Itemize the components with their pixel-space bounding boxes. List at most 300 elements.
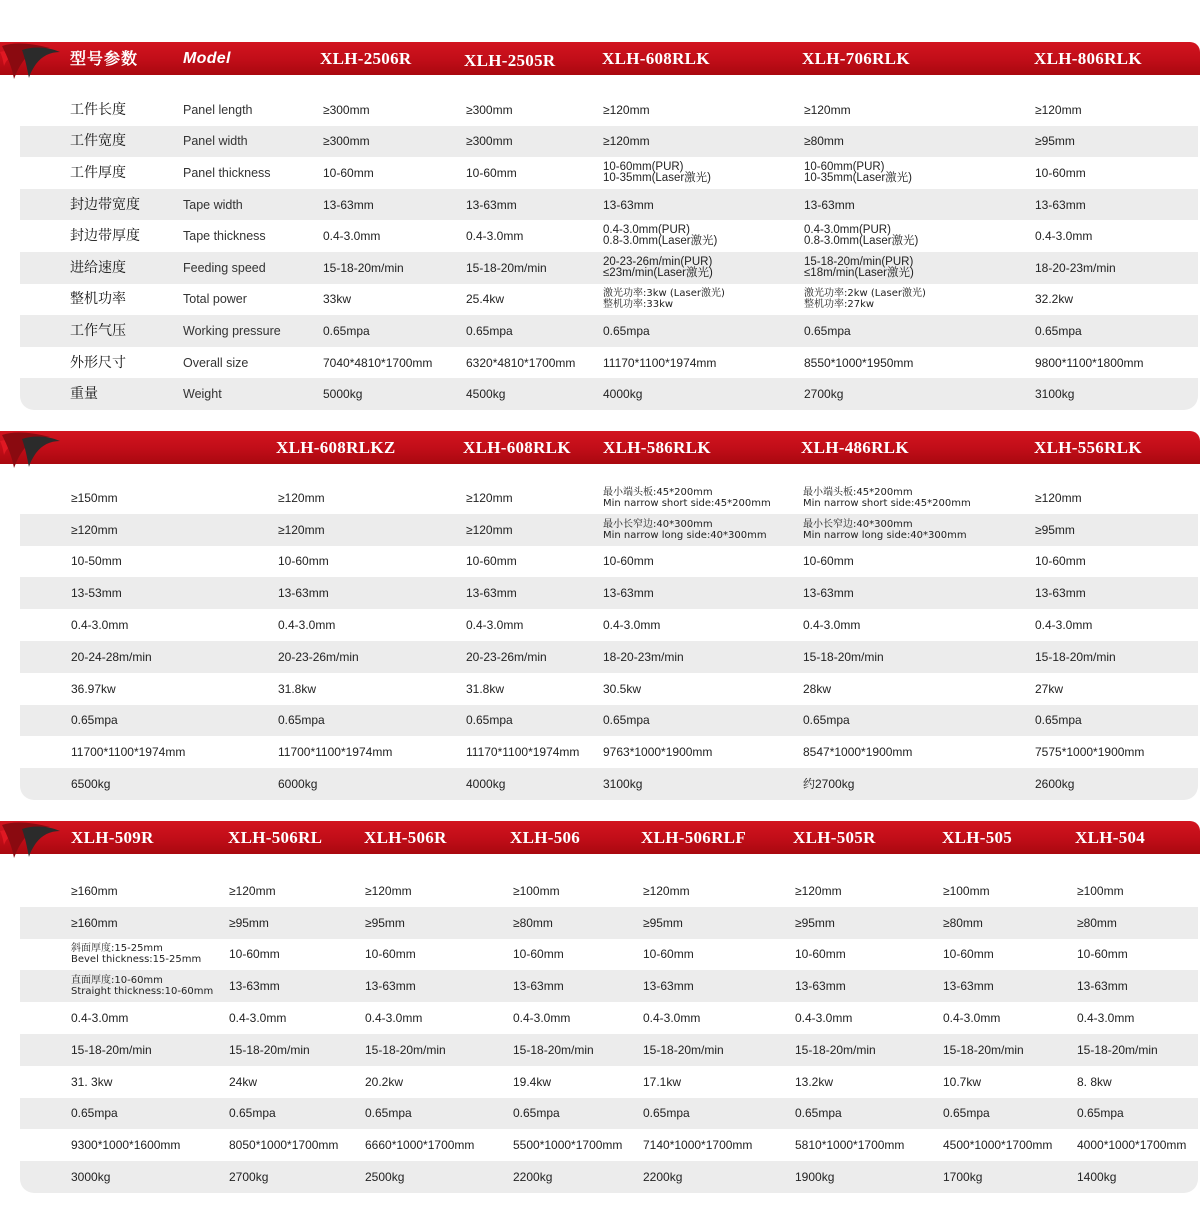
model-header: XLH-504 [1075,828,1146,847]
spec-value [229,907,269,939]
label-text: Tape width [183,197,243,212]
spec-value [1035,94,1082,126]
spec-value [803,705,850,737]
table-row [20,1066,1198,1098]
spec-value [603,641,684,673]
param-label-cn [70,157,126,189]
cell-text: ≥120mm [365,883,412,898]
spec-value [643,1034,724,1066]
spec-value [71,1129,180,1161]
spec-value [365,970,416,1002]
param-label-cn [70,252,126,284]
spec-value [466,315,513,347]
cell-text: 7575*1000*1900mm [1035,745,1145,760]
table-row [20,94,1198,126]
cell-text: ≥120mm [603,102,650,117]
cell-text: 15-18-20m/min [323,260,404,275]
spec-value [643,1066,681,1098]
cell-text: 31. 3kw [71,1074,113,1089]
cell-text: 15-18-20m/min [365,1042,446,1057]
cell-text: 1400kg [1077,1170,1117,1185]
cell-text: 0.4-3.0mm [466,229,524,244]
cell-text: 15-18-20m/min(PUR) [804,255,914,268]
cell-text: 4000*1000*1700mm [1077,1138,1187,1153]
spec-value [365,875,412,907]
spec-value [323,347,432,379]
cell-text: 直面厚度:10-60mm [71,975,163,987]
cell-text: ≥150mm [71,490,118,505]
spec-value [513,1066,551,1098]
cell-text: 10-60mm [643,947,694,962]
cell-text: ≥120mm [795,883,842,898]
cell-text: 13-63mm [365,979,416,994]
cell-text: 最小端头板:45*200mm [603,486,713,498]
param-label-cn [70,94,126,126]
cell-text: 0.65mpa [643,1106,690,1121]
spec-value [795,1002,852,1034]
spec-value [804,284,926,316]
spec-value [603,673,641,705]
cell-text: ≥100mm [513,883,560,898]
spec-value [603,220,717,252]
spec-value [943,1161,982,1193]
cell-text: 10-60mm [943,947,994,962]
cell-text: 0.65mpa [795,1106,842,1121]
cell-text: 0.4-3.0mm(PUR) [603,224,690,237]
table-row [20,220,1198,252]
spec-value [513,939,564,971]
cell-text: 0.4-3.0mm [229,1011,287,1026]
cell-text: Min narrow short side:45*200mm [803,497,971,509]
cell-text: 15-18-20m/min [71,1042,152,1057]
model-header: XLH-509R [71,828,154,847]
spec-value [1035,315,1082,347]
cell-text: 7040*4810*1700mm [323,355,433,370]
cell-text: 11700*1100*1974mm [278,745,393,760]
spec-value [466,157,517,189]
table-row [20,252,1198,284]
spec-value [71,705,118,737]
table-row [20,970,1198,1002]
cell-text: 17.1kw [643,1074,682,1089]
spec-value [603,315,650,347]
cell-text: 0.4-3.0mm [71,1011,129,1026]
table-row [20,189,1198,221]
spec-value [795,1034,876,1066]
cell-text: 最小长窄边:40*300mm [603,518,713,530]
model-header: XLH-706RLK [802,49,910,68]
table-row [20,609,1198,641]
cell-text: 13-63mm [229,979,280,994]
cell-text: 8550*1000*1950mm [804,355,914,370]
cell-text: 20.2kw [365,1074,404,1089]
cell-text: 3100kg [603,777,643,792]
cell-text: Straight thickness:10-60mm [71,986,214,998]
cell-text: 13-63mm [323,197,374,212]
cell-text: 13-63mm [603,586,654,601]
cell-text: ≥120mm [278,522,325,537]
cell-text: 0.4-3.0mm [643,1011,701,1026]
model-header: XLH-608RLKZ [276,438,396,457]
param-label-cn [70,284,126,316]
label-text: 重量 [70,386,98,403]
cell-text: 20-23-26m/min [278,649,359,664]
cell-text: 0.8-3.0mm(Laser激光) [603,235,718,248]
cell-text: 10-60mm(PUR) [804,160,885,173]
cell-text: ≥120mm [278,490,325,505]
spec-value [323,126,370,158]
label-text: 封边带宽度 [70,196,140,213]
spec-value [513,1034,594,1066]
spec-value [803,577,854,609]
cell-text: ≥160mm [71,915,118,930]
cell-text: ≥95mm [1035,134,1075,149]
spec-value [466,347,575,379]
cell-text: 13-63mm [804,197,855,212]
spec-value [513,907,553,939]
cell-text: 10-60mm [229,947,280,962]
cell-text: 2200kg [513,1170,553,1185]
spec-value [603,609,660,641]
model-header: XLH-506RL [228,828,323,847]
spec-value [1077,875,1124,907]
spec-value [1077,939,1128,971]
cell-text: 0.4-3.0mm [795,1011,853,1026]
spec-value [803,482,971,514]
param-label-en [183,157,271,189]
spec-table-2 [0,431,1200,803]
table-row [20,939,1198,971]
cell-text: 11170*1100*1974mm [466,745,580,760]
cell-text: ≥80mm [513,915,553,930]
spec-value [71,736,185,768]
cell-text: 0.4-3.0mm [323,229,381,244]
table-row [20,907,1198,939]
spec-value [365,1034,446,1066]
spec-value [804,94,851,126]
param-label-cn [70,189,140,221]
table-row [20,768,1198,800]
spec-value [323,94,370,126]
cell-text: 10-60mm [466,554,517,569]
table-row [20,705,1198,737]
label-text: Tape thickness [183,229,266,244]
cell-text: 13-63mm [1077,979,1128,994]
spec-value [71,673,116,705]
spec-value [71,1034,152,1066]
spec-value [513,1002,570,1034]
model-header: XLH-2506R [320,49,412,68]
cell-text: 13-63mm [278,586,329,601]
spec-value [804,315,851,347]
cell-text: 10-60mm(PUR) [603,160,684,173]
spec-value [1035,768,1074,800]
cell-text: 13-63mm [1035,586,1086,601]
spec-value [943,875,990,907]
spec-value [229,1002,286,1034]
cell-text: 15-18-20m/min [643,1042,724,1057]
cell-text: 4500kg [466,387,506,402]
param-label-en [183,126,248,158]
cell-text: 10-60mm [466,165,517,180]
label-text: 进给速度 [70,259,126,276]
spec-value [943,970,994,1002]
spec-value [513,1161,552,1193]
spec-value [603,94,650,126]
spec-value [603,482,771,514]
cell-text: 13.2kw [795,1074,834,1089]
cell-text: 10-60mm [795,947,846,962]
spec-value [323,220,380,252]
cell-text: 15-18-20m/min [1035,649,1116,664]
spec-table-3 [0,821,1200,1193]
cell-text: 0.4-3.0mm [365,1011,423,1026]
spec-value [278,705,325,737]
table-row [20,482,1198,514]
param-label-cn [70,315,126,347]
cell-text: 8050*1000*1700mm [229,1138,339,1153]
spec-value [466,220,523,252]
cell-text: 31.8kw [466,681,505,696]
cell-text: 0.4-3.0mm [1035,618,1093,633]
cell-text: 0.65mpa [804,323,851,338]
spec-value [1035,220,1092,252]
cell-text: 0.65mpa [365,1106,412,1121]
spec-value [804,252,914,284]
cell-text: 7140*1000*1700mm [643,1138,753,1153]
spec-value [278,609,335,641]
cell-text: ≥120mm [1035,102,1082,117]
spec-value [795,1161,834,1193]
cell-text: 13-63mm [795,979,846,994]
cell-text: 6500kg [71,777,111,792]
cell-text: 30.5kw [603,681,642,696]
cell-text: 0.4-3.0mm [1077,1011,1135,1026]
spec-value [323,252,404,284]
table-row [20,546,1198,578]
model-header: XLH-506R [364,828,447,847]
cell-text: 10-60mm [365,947,416,962]
cell-text: 2700kg [804,387,844,402]
model-header: XLH-556RLK [1034,438,1142,457]
spec-value [1035,641,1116,673]
spec-value [803,736,912,768]
cell-text: 2600kg [1035,777,1075,792]
cell-text: 15-18-20m/min [229,1042,310,1057]
spec-value [1077,1129,1186,1161]
spec-value [643,1098,690,1130]
spec-value [1077,1066,1112,1098]
label-text: 外形尺寸 [70,354,126,371]
param-label-cn [70,347,126,379]
cell-text: 25.4kw [466,292,505,307]
cell-text: ≥300mm [466,102,513,117]
cell-text: ≥95mm [365,915,405,930]
table-row [20,641,1198,673]
spec-value [71,875,118,907]
cell-text: 13-63mm [643,979,694,994]
cell-text: ≥120mm [466,490,513,505]
spec-value [1035,189,1086,221]
label-text: 工作气压 [70,322,126,339]
spec-value [603,514,767,546]
label-text: Panel width [183,134,248,149]
cell-text: 2500kg [365,1170,405,1185]
cell-text: 10-50mm [71,554,122,569]
spec-value [804,347,913,379]
spec-value [804,157,912,189]
spec-value [466,609,523,641]
table-row [20,1161,1198,1193]
spec-value [1035,157,1086,189]
model-header: XLH-505 [942,828,1013,847]
spec-table-1 [0,42,1200,412]
spec-value [795,1066,833,1098]
cell-text: 10-60mm [1035,165,1086,180]
spec-value [466,641,547,673]
spec-value [513,875,560,907]
cell-text: ≥100mm [1077,883,1124,898]
spec-value [323,189,374,221]
spec-value [278,736,392,768]
spec-value [513,1098,560,1130]
cell-text: 20-23-26m/min(PUR) [603,255,713,268]
spec-value [466,94,513,126]
cell-text: ≥120mm [804,102,851,117]
cell-text: ≥120mm [643,883,690,898]
cell-text: 10-35mm(Laser激光) [603,171,711,184]
spec-value [1035,284,1073,316]
cell-text: ≥300mm [323,134,370,149]
cell-text: 13-63mm [803,586,854,601]
table-row [20,378,1198,410]
table-row [20,315,1198,347]
param-header-en: Model [183,50,231,67]
table-row [20,673,1198,705]
spec-value [71,482,118,514]
spec-value [1077,1161,1116,1193]
cell-text: 0.4-3.0mm [603,618,661,633]
cell-text: 整机功率:33kw [603,299,674,311]
table-row [20,157,1198,189]
spec-value [943,907,983,939]
cell-text: 0.4-3.0mm [1035,229,1093,244]
cell-text: 20-24-28m/min [71,649,152,664]
spec-value [365,1066,403,1098]
spec-value [803,641,884,673]
spec-value [643,939,694,971]
spec-value [943,1098,990,1130]
model-header: XLH-608RLK [602,49,710,68]
spec-value [803,673,831,705]
cell-text: 15-18-20m/min [513,1042,594,1057]
spec-value [643,970,694,1002]
spec-value [71,546,122,578]
spec-value [513,1129,622,1161]
cell-text: 激光功率:3kw (Laser激光) [603,288,725,300]
param-label-cn [70,220,140,252]
spec-value [1035,126,1075,158]
spec-value [71,1161,110,1193]
cell-text: 13-63mm [466,197,517,212]
spec-value [803,514,967,546]
spec-value [803,768,854,800]
cell-text: 9763*1000*1900mm [603,745,713,760]
spec-value [466,252,547,284]
cell-text: 约2700kg [803,777,855,792]
cell-text: 24kw [229,1074,258,1089]
spec-value [1035,482,1082,514]
cell-text: 11700*1100*1974mm [71,745,186,760]
cell-text: 15-18-20m/min [795,1042,876,1057]
cell-text: 6000kg [278,777,318,792]
cell-text: 0.4-3.0mm [513,1011,571,1026]
cell-text: 3100kg [1035,387,1075,402]
cell-text: ≥120mm [229,883,276,898]
cell-text: ≥120mm [71,522,118,537]
cell-text: ≥80mm [1077,915,1117,930]
table-row [20,514,1198,546]
label-text: 工件宽度 [70,133,126,150]
cell-text: 10-60mm [803,554,854,569]
cell-text: Min narrow long side:40*300mm [803,529,967,541]
cell-text: 10-60mm [1035,554,1086,569]
spec-value [71,1098,118,1130]
param-label-en [183,252,266,284]
cell-text: 0.65mpa [71,1106,118,1121]
cell-text: 整机功率:27kw [804,299,875,311]
cell-text: 0.4-3.0mm [278,618,336,633]
cell-text: 0.65mpa [603,323,650,338]
cell-text: ≥80mm [943,915,983,930]
cell-text: 0.65mpa [803,713,850,728]
param-header-cn: 型号参数 [70,49,139,68]
cell-text: 8. 8kw [1077,1074,1112,1089]
param-label-cn [70,126,126,158]
cell-text: 10.7kw [943,1074,982,1089]
cell-text: 4000kg [466,777,506,792]
param-label-en [183,378,222,410]
spec-value [278,641,359,673]
label-text: 封边带厚度 [70,228,140,245]
header-bar [0,42,1200,75]
spec-value [229,1034,310,1066]
spec-value [1077,1002,1134,1034]
table-row [20,736,1198,768]
spec-value [365,1002,422,1034]
cell-text: 13-53mm [71,586,122,601]
cell-text: 36.97kw [71,681,116,696]
cell-text: 13-63mm [943,979,994,994]
cell-text: 最小端头板:45*200mm [803,486,913,498]
spec-value [229,970,280,1002]
spec-value [466,189,517,221]
label-text: Weight [183,387,222,402]
spec-value [943,1034,1024,1066]
cell-text: 6660*1000*1700mm [365,1138,475,1153]
spec-value [466,126,513,158]
spec-value [643,1129,752,1161]
table-row [20,1002,1198,1034]
spec-value [365,907,405,939]
cell-text: ≥95mm [229,915,269,930]
cell-text: 10-60mm [278,554,329,569]
spec-value [1035,347,1144,379]
cell-text: 6320*4810*1700mm [466,355,576,370]
spec-value [1035,609,1092,641]
model-header: XLH-505R [793,828,876,847]
cell-text: 0.65mpa [1077,1106,1124,1121]
